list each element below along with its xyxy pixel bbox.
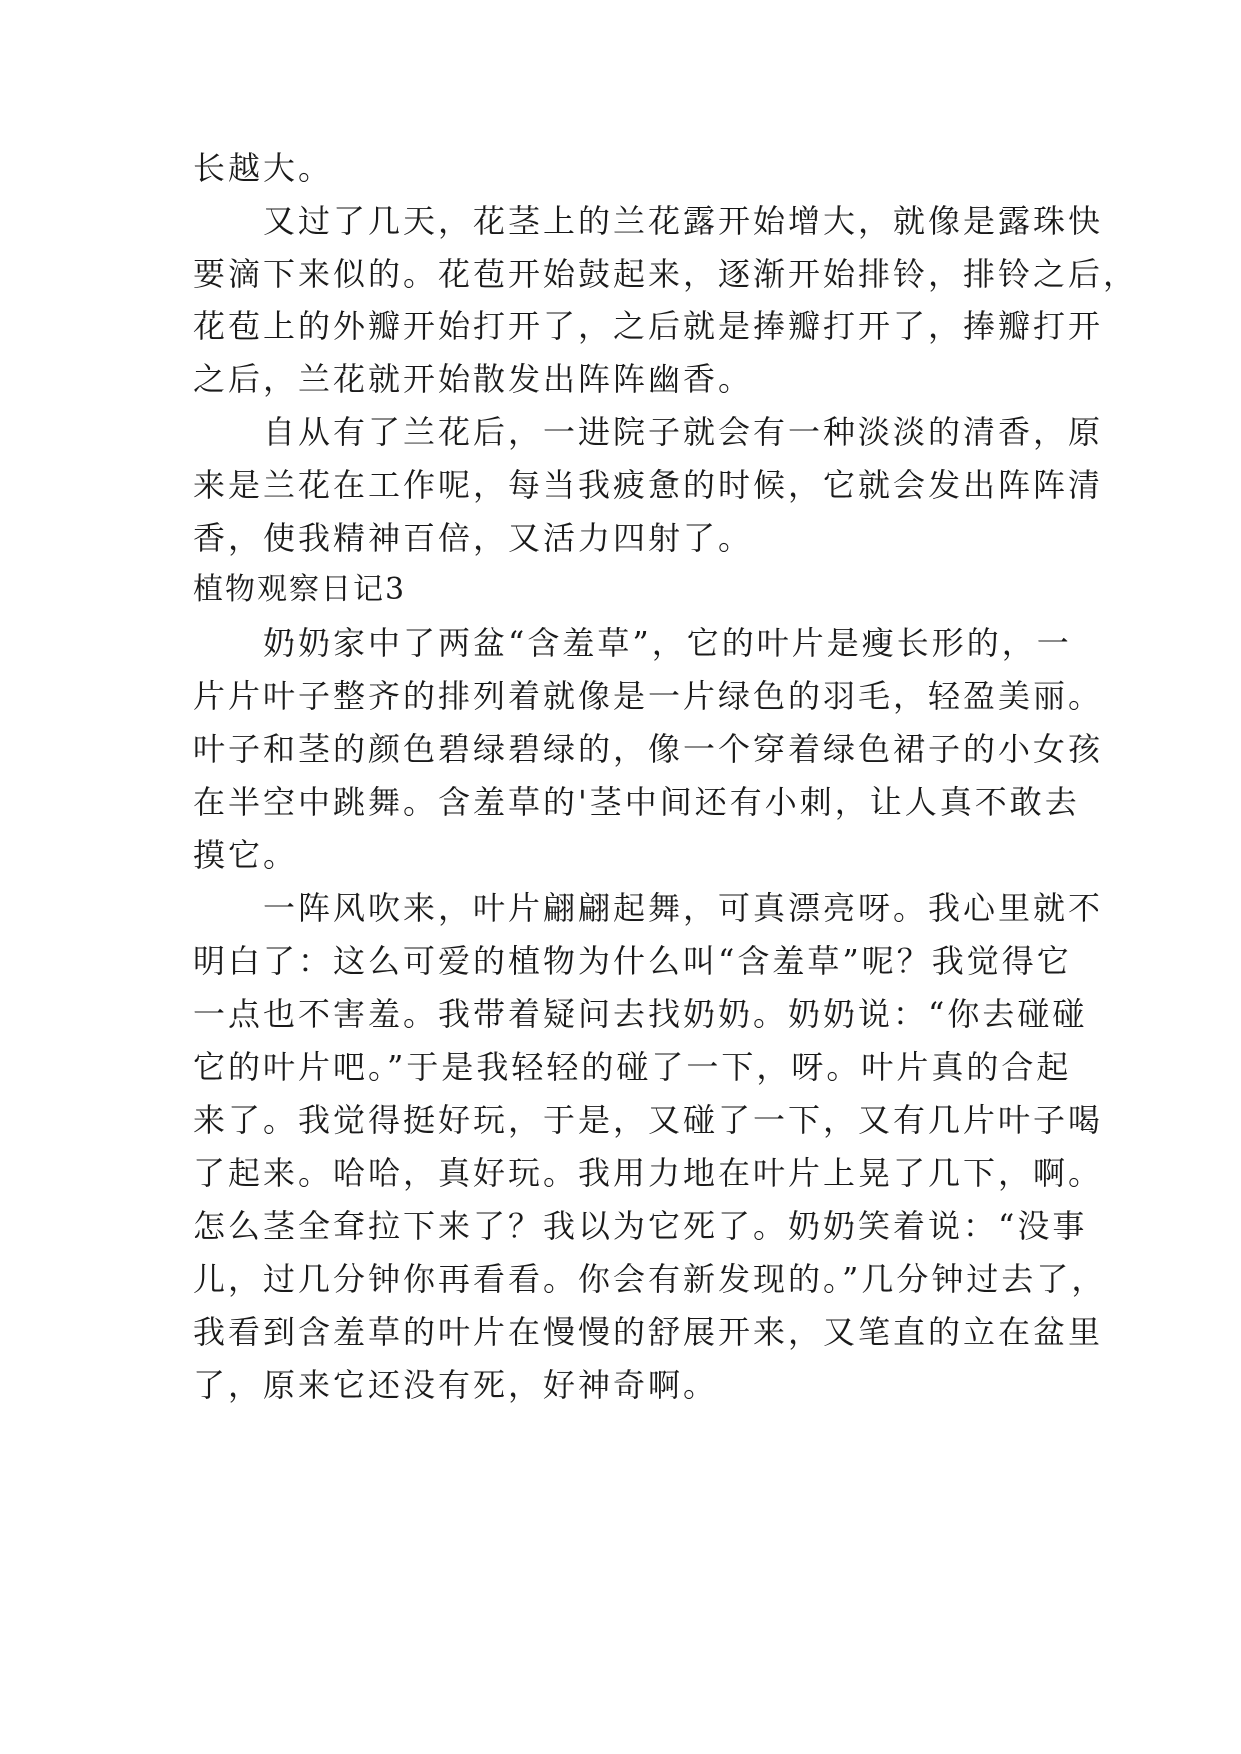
text-line: 来了。我觉得挺好玩，于是，又碰了一下，又有几片叶子喝 bbox=[193, 1101, 1104, 1139]
text-line: 自从有了兰花后，一进院子就会有一种淡淡的清香，原 bbox=[193, 413, 1104, 451]
text-line: 花苞上的外瓣开始打开了，之后就是捧瓣打开了，捧瓣打开 bbox=[193, 307, 1104, 345]
text-line: 奶奶家中了两盆“含羞草”，它的叶片是瘦长形的，一 bbox=[193, 624, 1072, 662]
text-line: 一点也不害羞。我带着疑问去找奶奶。奶奶说：“你去碰碰 bbox=[193, 995, 1088, 1033]
text-line: 长越大。 bbox=[193, 149, 334, 187]
text-line: 香，使我精神百倍，又活力四射了。 bbox=[193, 519, 754, 557]
section-heading: 植物观察日记3 bbox=[193, 572, 407, 607]
text-line: 明白了：这么可爱的植物为什么叫“含羞草”呢？我觉得它 bbox=[193, 942, 1072, 980]
text-line: 了起来。哈哈，真好玩。我用力地在叶片上晃了几下，啊。 bbox=[193, 1154, 1104, 1192]
text-line: 又过了几天，花茎上的兰花露开始增大，就像是露珠快 bbox=[193, 202, 1104, 240]
text-line: 在半空中跳舞。含羞草的'茎中间还有小刺，让人真不敢去 bbox=[193, 783, 1080, 821]
text-line: 摸它。 bbox=[193, 836, 299, 874]
text-line: 来是兰花在工作呢，每当我疲惫的时候，它就会发出阵阵清 bbox=[193, 466, 1104, 504]
text-line: 之后，兰花就开始散发出阵阵幽香。 bbox=[193, 360, 754, 398]
text-line: 一阵风吹来，叶片翩翩起舞，可真漂亮呀。我心里就不 bbox=[193, 889, 1104, 927]
text-line: 片片叶子整齐的排列着就像是一片绿色的羽毛，轻盈美丽。 bbox=[193, 677, 1104, 715]
text-line: 要滴下来似的。花苞开始鼓起来，逐渐开始排铃，排铃之后， bbox=[193, 255, 1139, 293]
text-line: 儿，过几分钟你再看看。你会有新发现的。”几分钟过去了， bbox=[193, 1260, 1107, 1298]
text-line: 它的叶片吧。”于是我轻轻的碰了一下，呀。叶片真的合起 bbox=[193, 1048, 1072, 1086]
text-line: 怎么茎全耷拉下来了？我以为它死了。奶奶笑着说：“没事 bbox=[193, 1207, 1088, 1245]
text-line: 我看到含羞草的叶片在慢慢的舒展开来，又笔直的立在盆里 bbox=[193, 1313, 1104, 1351]
text-line: 叶子和茎的颜色碧绿碧绿的，像一个穿着绿色裙子的小女孩 bbox=[193, 730, 1104, 768]
text-line: 了，原来它还没有死，好神奇啊。 bbox=[193, 1366, 719, 1404]
